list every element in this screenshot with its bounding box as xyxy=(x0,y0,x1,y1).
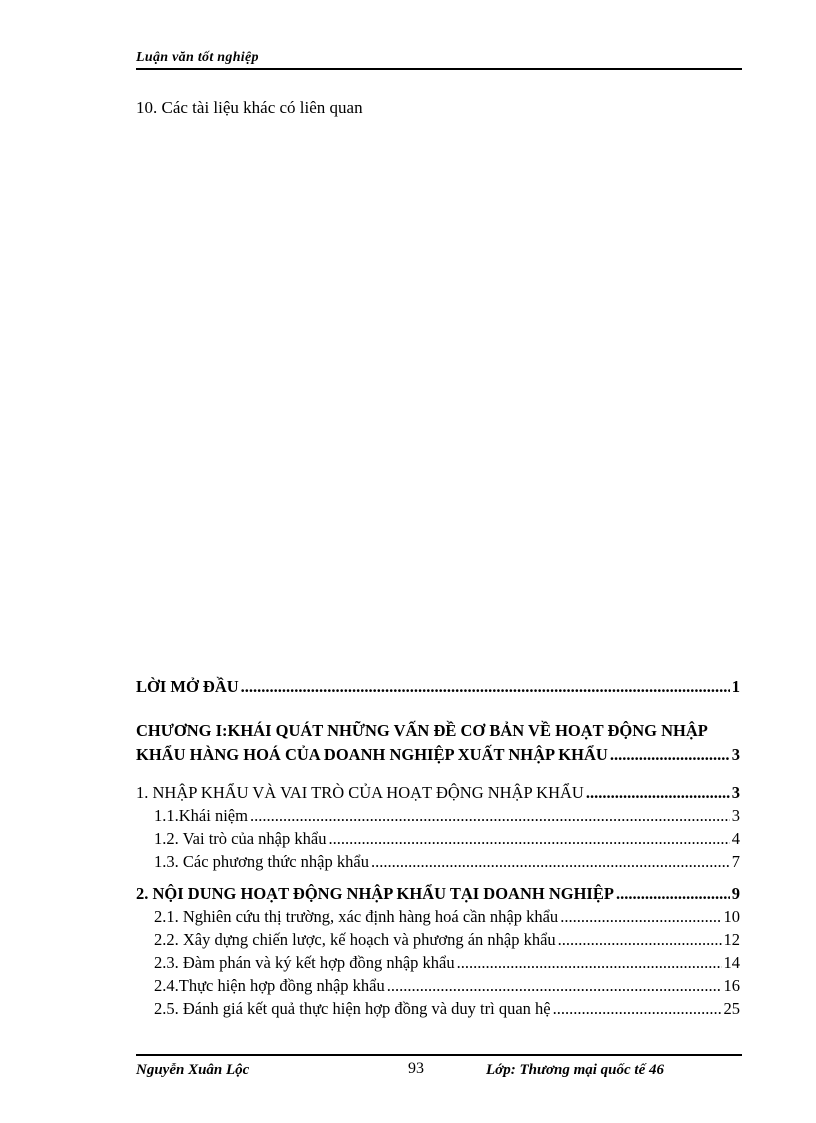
toc-entry-page: 10 xyxy=(723,907,740,926)
toc-entry-2-5[interactable] xyxy=(154,998,740,1020)
toc-leader-dots xyxy=(586,782,730,804)
toc-entry-page: 3 xyxy=(731,806,740,825)
toc-leader-dots xyxy=(457,952,722,974)
footer-author: Nguyễn Xuân Lộc xyxy=(136,1062,250,1078)
toc-entry-title: 2.5. Đánh giá kết quả thực hiện hợp đồng và duy trì quan hệ xyxy=(154,999,551,1018)
toc-entry-page: 4 xyxy=(731,829,740,848)
toc-entry-page: 16 xyxy=(723,976,740,995)
toc-entry-section-1[interactable] xyxy=(136,782,740,804)
toc-entry-section-2[interactable] xyxy=(136,883,740,905)
toc-entry-2-4[interactable] xyxy=(154,975,740,997)
toc-leader-dots xyxy=(610,744,730,766)
footer-class-label: Lớp: Thương mại quốc tế 46 xyxy=(486,1062,665,1078)
toc-entry-page: 3 xyxy=(731,745,740,764)
toc-entry-title: 2.1. Nghiên cứu thị trường, xác định hàng hoá cần nhập khẩu xyxy=(154,907,559,926)
toc-leader-dots xyxy=(387,975,722,997)
toc-leader-dots xyxy=(250,805,730,827)
header-title: Luận văn tốt nghiệp xyxy=(136,50,259,65)
toc-entry-title: 1.2. Vai trò của nhập khẩu xyxy=(154,829,327,848)
toc-entry-2-1[interactable] xyxy=(154,906,740,928)
toc-entry-2-3[interactable] xyxy=(154,952,740,974)
toc-entry-title: 2.4.Thực hiện hợp đồng nhập khẩu xyxy=(154,976,385,995)
toc-entry-page: 1 xyxy=(731,677,740,696)
toc-chapter-1-line1[interactable]: CHƯƠNG I:KHÁI QUÁT NHỮNG VẤN ĐỀ CƠ BẢN VỀ HOẠT ĐỘNG NHẬP xyxy=(136,721,708,740)
toc-leader-dots xyxy=(328,828,729,850)
toc-entry-page: 12 xyxy=(723,930,740,949)
toc-entry-title: 2.3. Đàm phán và ký kết hợp đồng nhập khẩu xyxy=(154,953,455,972)
toc-leader-dots xyxy=(616,883,730,905)
page-header xyxy=(136,50,742,70)
toc-entry-page: 3 xyxy=(731,783,740,802)
toc-entry-page: 14 xyxy=(723,953,740,972)
toc-leader-dots xyxy=(241,676,730,698)
toc-leader-dots xyxy=(371,851,730,873)
page-footer xyxy=(136,1054,742,1080)
page-number: 93 xyxy=(408,1060,424,1077)
toc-entry-title: 2. NỘI DUNG HOẠT ĐỘNG NHẬP KHẨU TẠI DOANH NGHIỆP xyxy=(136,884,614,903)
toc-leader-dots xyxy=(553,998,722,1020)
toc-entry-title: 1.1.Khái niệm xyxy=(154,806,248,825)
toc-entry-title: 2.2. Xây dựng chiến lược, kế hoạch và phương án nhập khẩu xyxy=(154,930,556,949)
toc-entry-loi-mo-dau[interactable] xyxy=(136,676,740,698)
toc-entry-title: 1. NHẬP KHẨU VÀ VAI TRÒ CỦA HOẠT ĐỘNG NHẬP KHẨU xyxy=(136,783,584,802)
toc-entry-title: KHẨU HÀNG HOÁ CỦA DOANH NGHIỆP XUẤT NHẬP KHẨU xyxy=(136,745,608,764)
toc-leader-dots xyxy=(560,906,721,928)
intro-text: 10. Các tài liệu khác có liên quan xyxy=(136,98,363,117)
toc-entry-1-3[interactable] xyxy=(154,851,740,873)
toc-entry-page: 25 xyxy=(723,999,740,1018)
toc-entry-page: 7 xyxy=(731,852,740,871)
toc-entry-title: 1.3. Các phương thức nhập khẩu xyxy=(154,852,369,871)
toc-entry-1-2[interactable] xyxy=(154,828,740,850)
toc-entry-chapter-1[interactable] xyxy=(136,744,740,766)
toc-leader-dots xyxy=(558,929,722,951)
toc-entry-2-2[interactable] xyxy=(154,929,740,951)
toc-entry-title: LỜI MỞ ĐẦU xyxy=(136,677,239,696)
toc-entry-page: 9 xyxy=(731,884,740,903)
toc-entry-1-1[interactable] xyxy=(154,805,740,827)
